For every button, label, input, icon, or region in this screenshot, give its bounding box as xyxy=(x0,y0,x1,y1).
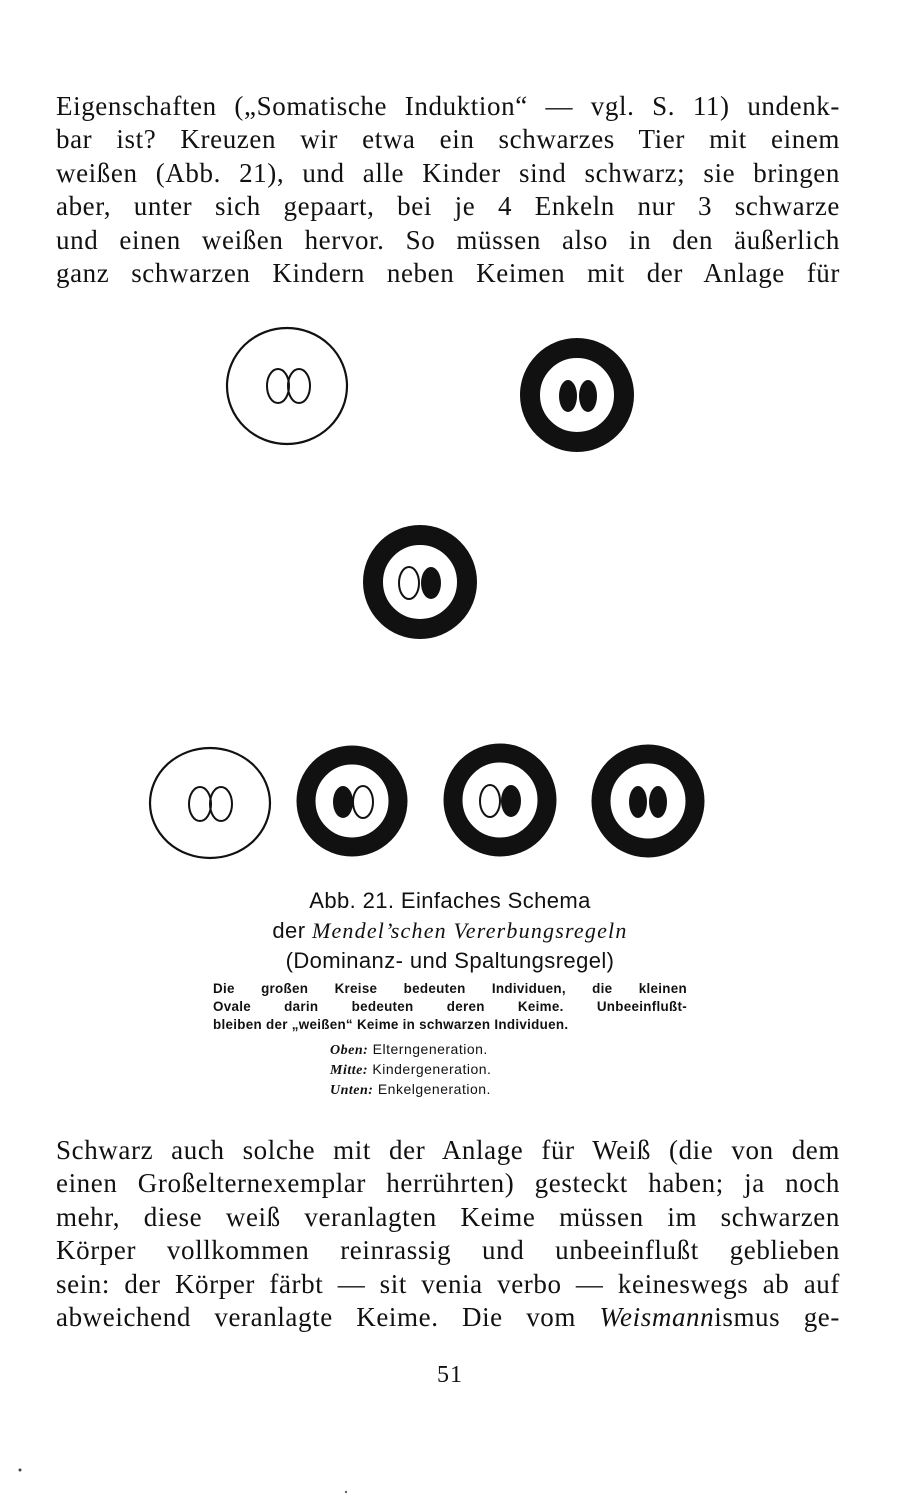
caption-subtitle-italic: Mendel’schen Vererbungsregeln xyxy=(311,918,628,943)
legend-value: Elterngeneration. xyxy=(372,1041,488,1057)
description-line: bleiben der „weißen“ Keime in schwarzen Individuen. xyxy=(213,1017,569,1032)
text-line: Körper vollkommen reinrassig und unbeeinflußt geblieben xyxy=(56,1235,840,1266)
legend-key: Unten: xyxy=(330,1083,374,1098)
caption-title: Abb. 21. Einfaches Schema xyxy=(309,888,591,913)
text-line: aber, unter sich gepaart, bei je 4 Enkeln nur 3 schwarze xyxy=(56,191,840,222)
italic-name: Weismann xyxy=(599,1301,715,1332)
caption-subtitle-prefix: der xyxy=(272,918,312,943)
text-line: mehr, diese weiß veranlagten Keime müssen im schwarzen xyxy=(56,1201,840,1232)
text-line: weißen (Abb. 21), und alle Kinder sind schwarz; sie bringen xyxy=(56,157,840,188)
legend-key: Oben: xyxy=(330,1043,369,1058)
legend-value: Kindergeneration. xyxy=(372,1061,492,1077)
legend-value: Enkelgeneration. xyxy=(377,1081,491,1097)
text-line: und einen weißen hervor. So müssen also in den äußerlich xyxy=(56,224,840,255)
text-fragment: ismus ge- xyxy=(714,1301,840,1332)
description-line: Ovale darin bedeuten deren Keime. Unbeeinflußt- xyxy=(213,999,687,1014)
description-line: Die großen Kreise bedeuten Individuen, die kleinen xyxy=(213,981,687,996)
text-line: Schwarz auch solche mit der Anlage für Weiß (die von dem xyxy=(56,1135,840,1165)
legend-key: Mitte: xyxy=(330,1063,368,1078)
page-number: 51 xyxy=(437,1362,463,1388)
text-fragment: abweichend veranlagte Keime. Die vom xyxy=(56,1301,600,1332)
text-line: bar ist? Kreuzen wir etwa ein schwarzes Tier mit einem xyxy=(56,124,840,155)
text-line: einen Großelternexemplar herrührten) gesteckt haben; ja noch xyxy=(56,1168,840,1199)
caption-rule-name: (Dominanz- und Spaltungsregel) xyxy=(285,948,615,973)
text-line: Eigenschaften („Somatische Induktion“ — vgl. S. 11) undenk- xyxy=(56,91,840,121)
text-line: sein: der Körper färbt — sit venia verbo — keineswegs ab auf xyxy=(56,1268,840,1299)
text-line: ganz schwarzen Kindern neben Keimen mit der Anlage für xyxy=(56,257,840,288)
